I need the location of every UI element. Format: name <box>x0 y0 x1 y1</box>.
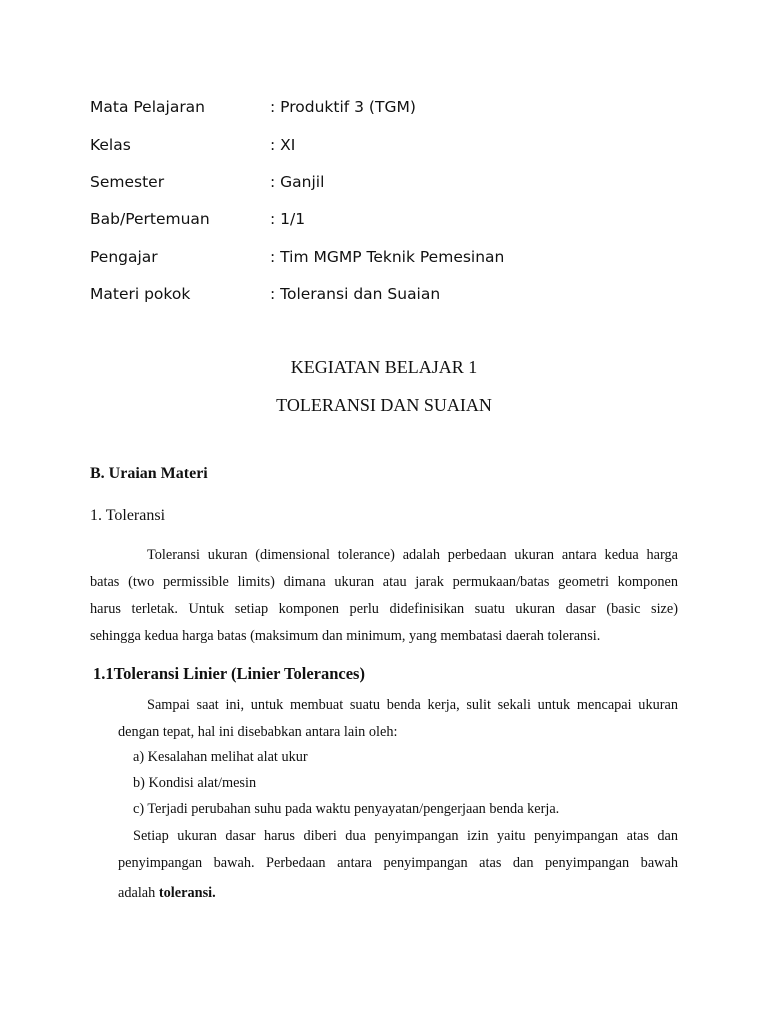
value-kelas: : XI <box>270 136 296 154</box>
text-line: dengan tepat, hal ini disebabkan antara lain oleh: <box>118 724 398 740</box>
text-line: penyimpangan bawah. Perbedaan antara penyimpangan atas dan penyimpangan bawah <box>118 855 678 871</box>
list-item: c) Terjadi perubahan suhu pada waktu penyayatan/pengerjaan benda kerja. <box>133 801 560 817</box>
label-kelas: Kelas <box>90 136 131 154</box>
title-line-1: KEGIATAN BELAJAR 1 <box>290 357 478 377</box>
text-line: Toleransi ukuran (dimensional tolerance) adalah perbedaan ukuran antara kedua harga <box>147 547 678 563</box>
text-line <box>118 884 216 902</box>
section-heading-1: 1. Toleransi <box>90 507 166 524</box>
label-materi-pokok: Materi pokok <box>90 285 191 303</box>
section-heading-b: B. Uraian Materi <box>90 465 208 482</box>
text-line: Sampai saat ini, untuk membuat suatu benda kerja, sulit sekali untuk mencapai ukuran <box>147 697 678 713</box>
text-line: sehingga kedua harga batas (maksimum dan minimum, yang membatasi daerah toleransi. <box>90 628 601 644</box>
label-pengajar: Pengajar <box>90 248 158 266</box>
list-item: b) Kondisi alat/mesin <box>133 775 257 791</box>
value-materi-pokok: : Toleransi dan Suaian <box>270 285 441 303</box>
bold-term: toleransi. <box>158 885 216 901</box>
value-semester: : Ganjil <box>270 173 325 191</box>
label-bab: Bab/Pertemuan <box>90 210 210 228</box>
label-mata-pelajaran: Mata Pelajaran <box>90 98 206 116</box>
value-pengajar: : Tim MGMP Teknik Pemesinan <box>270 248 505 266</box>
text-line: Setiap ukuran dasar harus diberi dua penyimpangan izin yaitu penyimpangan atas dan <box>133 828 678 844</box>
text-prefix: adalah <box>118 885 159 901</box>
text-line: batas (two permissible limits) dimana ukuran atau jarak permukaan/batas geometri komponen <box>90 574 678 590</box>
value-bab: : 1/1 <box>270 210 306 228</box>
section-heading-1-1: 1.1Toleransi Linier (Linier Tolerances) <box>93 664 365 683</box>
title-line-2: TOLERANSI DAN SUAIAN <box>276 395 492 415</box>
label-semester: Semester <box>90 173 165 191</box>
value-mata-pelajaran: : Produktif 3 (TGM) <box>270 98 416 116</box>
list-item: a) Kesalahan melihat alat ukur <box>133 749 308 765</box>
text-line: harus terletak. Untuk setiap komponen perlu didefinisikan suatu ukuran dasar (basic size) <box>90 601 678 617</box>
